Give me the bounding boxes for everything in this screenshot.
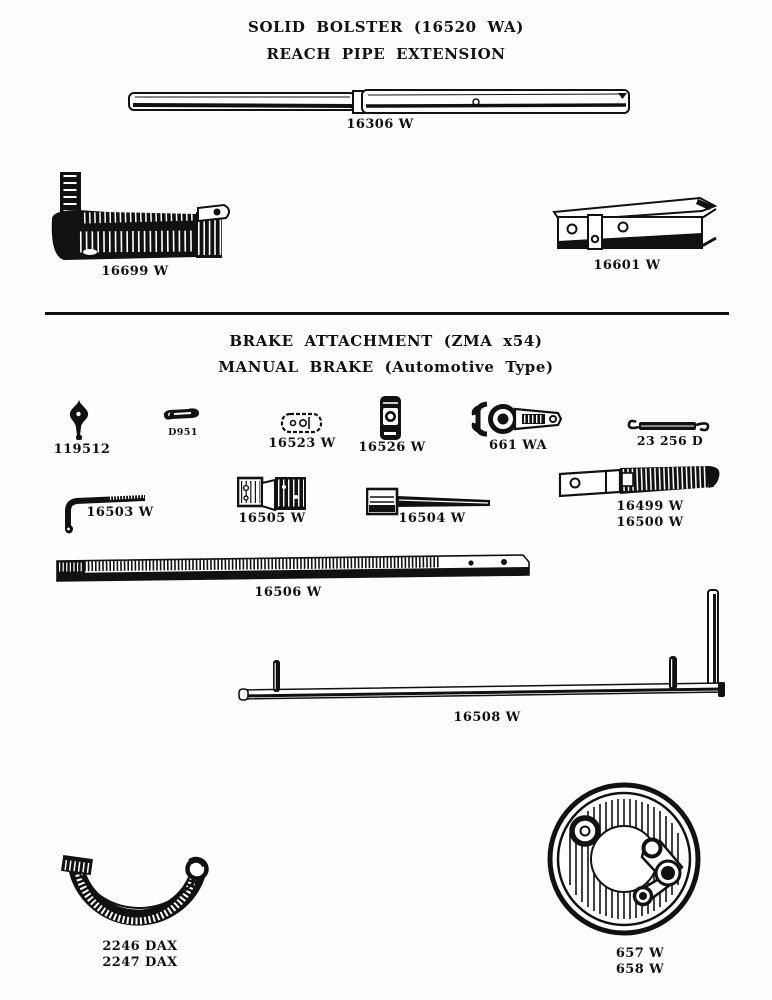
brake-drum-label-line1: 657 W [615, 946, 665, 961]
reach-pipe-label: 16306 W [346, 117, 414, 132]
lever-cam-label: 661 WA [489, 438, 547, 453]
strap-label-line2: 16500 W [616, 514, 684, 530]
section-brake-title-line2: MANUAL BRAKE (Automotive Type) [218, 358, 554, 376]
rod-with-block-label: 16504 W [398, 511, 466, 526]
strap-label [600, 499, 700, 530]
brake-drum-label-line2: 658 W [615, 961, 665, 977]
spring-label: 23 256 D [636, 433, 704, 448]
section-brake-title-line1: BRAKE ATTACHMENT (ZMA x54) [229, 332, 543, 350]
brake-drum-illustration [546, 779, 704, 945]
brake-drum-label [590, 946, 690, 977]
lever-cam-illustration [471, 400, 565, 439]
brake-rod-illustration [237, 588, 728, 708]
left-bracket-illustration [48, 172, 234, 264]
brake-band-label [90, 939, 190, 970]
section-bolster-title-line1: SOLID BOLSTER (16520 WA) [248, 18, 524, 36]
section-divider [45, 312, 729, 315]
brake-band-illustration [60, 855, 214, 940]
left-bracket-label: 16699 W [101, 264, 169, 279]
guide-block-label: 16526 W [358, 440, 426, 455]
clip-label: D951 [168, 427, 198, 438]
clamp-illustration [237, 475, 309, 513]
bent-rod-label: 16503 W [86, 505, 154, 520]
clip-illustration [161, 404, 203, 425]
brake-band-label-line2: 2247 DAX [102, 954, 178, 970]
reach-pipe-illustration [126, 84, 632, 120]
strap-illustration [558, 465, 724, 501]
section-bolster-title-line2: REACH PIPE EXTENSION [266, 45, 506, 63]
pawl-knob-label: 119512 [53, 442, 111, 457]
brake-rod-label: 16508 W [453, 710, 521, 725]
clamp-label: 16505 W [238, 511, 306, 526]
right-bracket-illustration [552, 196, 718, 258]
plate-label: 16523 W [268, 436, 336, 451]
pawl-knob-illustration [64, 399, 94, 441]
ratchet-bar-label: 16506 W [254, 585, 322, 600]
brake-band-label-line1: 2246 DAX [102, 939, 178, 954]
strap-label-line1: 16499 W [616, 499, 684, 514]
ratchet-bar-illustration [55, 553, 533, 585]
right-bracket-label: 16601 W [593, 258, 661, 273]
plate-illustration [280, 410, 323, 436]
guide-block-illustration [379, 395, 403, 441]
